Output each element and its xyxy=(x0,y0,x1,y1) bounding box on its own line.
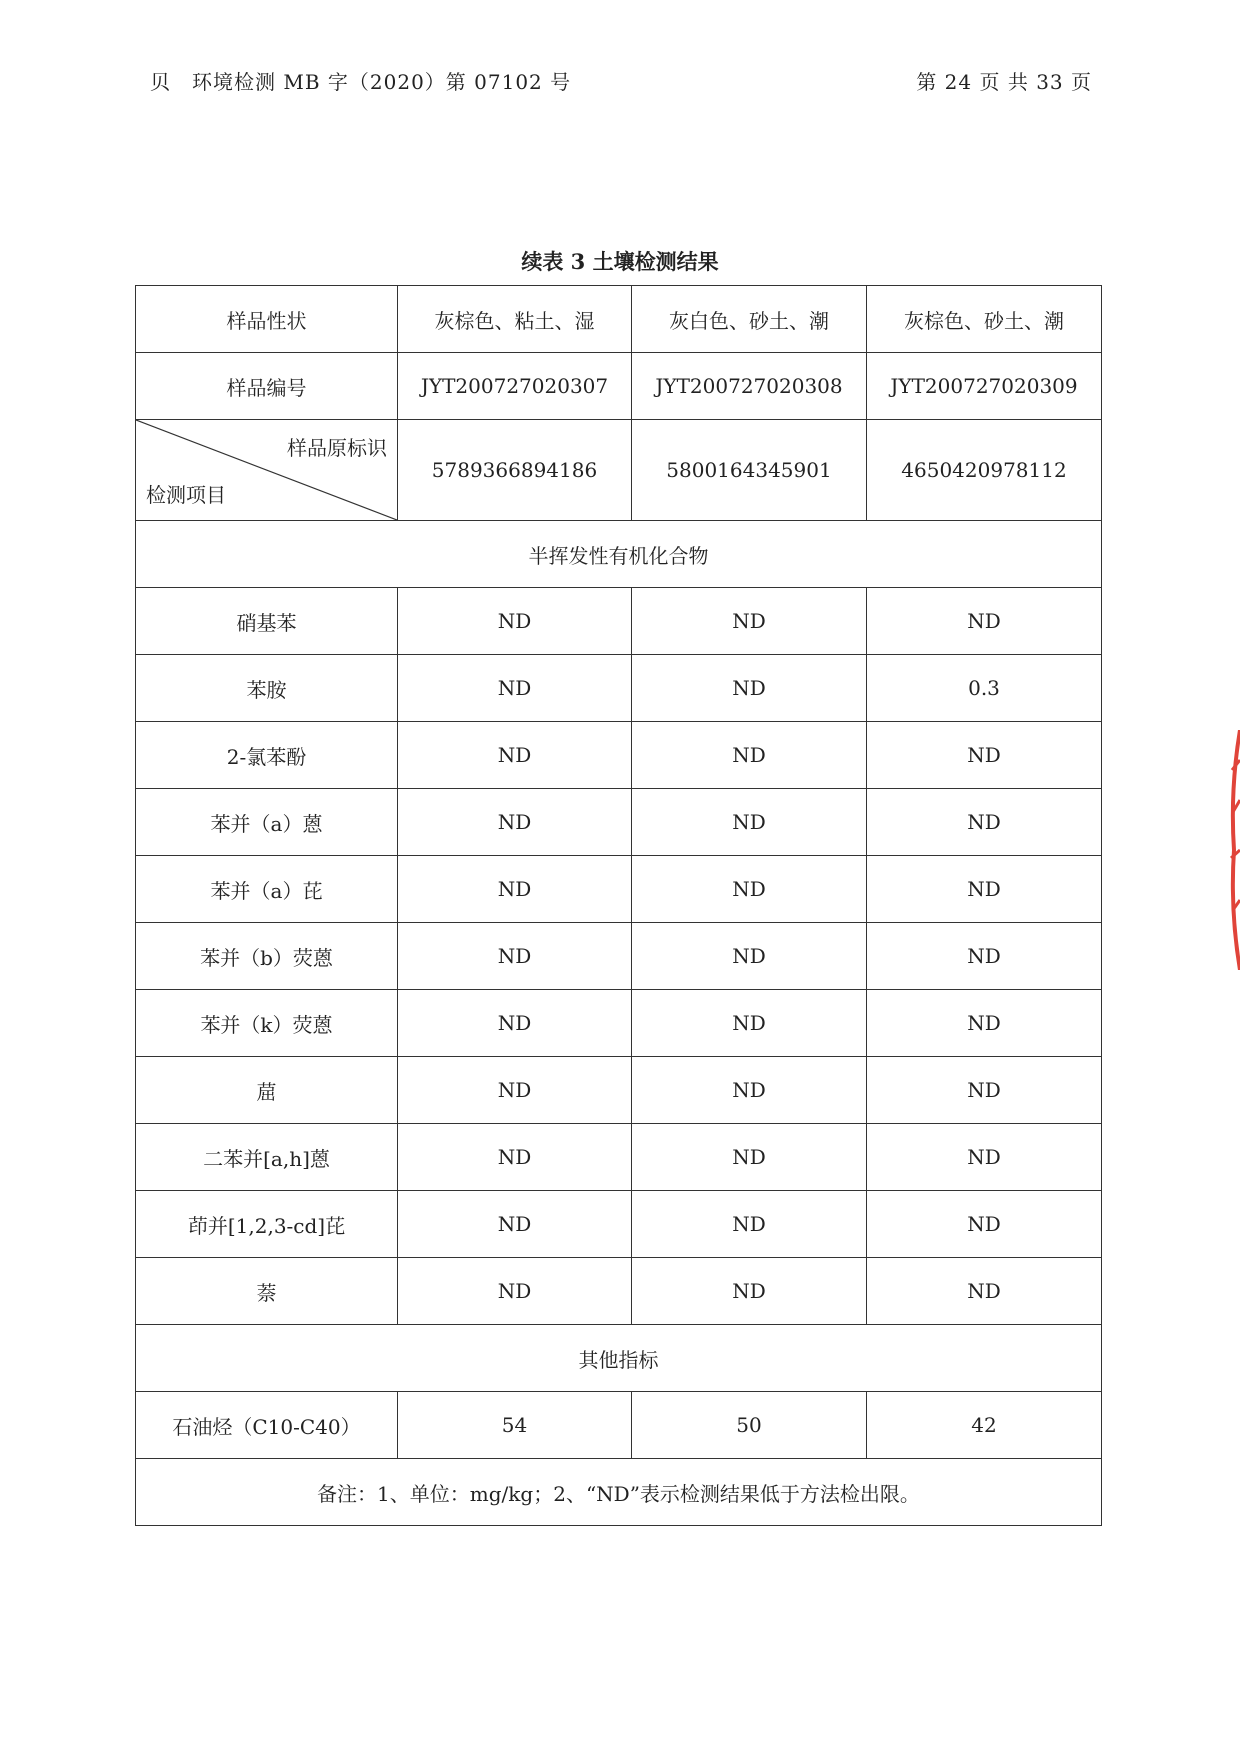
result-cell: ND xyxy=(632,1191,867,1258)
table-row xyxy=(136,588,1102,655)
result-cell: ND xyxy=(632,655,867,722)
result-cell: ND xyxy=(867,1258,1102,1325)
sample-id-cell: JYT200727020307 xyxy=(398,353,632,420)
sample-id-cell: JYT200727020309 xyxy=(867,353,1102,420)
original-id-row xyxy=(136,420,1102,521)
table-row xyxy=(136,1057,1102,1124)
result-cell: ND xyxy=(867,990,1102,1057)
sample-state-cell: 灰棕色、粘土、湿 xyxy=(398,286,632,353)
sample-state-label: 样品性状 xyxy=(136,286,398,353)
result-cell: ND xyxy=(632,990,867,1057)
test-item-name: 硝基苯 xyxy=(136,588,398,655)
table-caption: 续表 3 土壤检测结果 xyxy=(521,249,719,274)
table-row xyxy=(136,923,1102,990)
result-cell: ND xyxy=(867,789,1102,856)
note-row xyxy=(136,1459,1102,1526)
result-cell: ND xyxy=(867,1191,1102,1258)
table-row xyxy=(136,1258,1102,1325)
original-id-cell: 5800164345901 xyxy=(632,420,867,521)
result-cell: ND xyxy=(398,1057,632,1124)
test-item-name: 二苯并[a,h]蒽 xyxy=(136,1124,398,1191)
result-cell: ND xyxy=(632,789,867,856)
result-cell: 50 xyxy=(632,1392,867,1459)
test-item-label: 检测项目 xyxy=(146,483,226,507)
original-id-label: 样品原标识 xyxy=(287,436,387,460)
sample-state-cell: 灰棕色、砂土、潮 xyxy=(867,286,1102,353)
result-cell: ND xyxy=(632,588,867,655)
test-item-name: 苯并（a）芘 xyxy=(136,856,398,923)
result-cell: ND xyxy=(398,722,632,789)
sample-state-cell: 灰白色、砂土、潮 xyxy=(632,286,867,353)
result-cell: ND xyxy=(632,722,867,789)
section-title: 半挥发性有机化合物 xyxy=(136,521,1102,588)
result-cell: ND xyxy=(632,1057,867,1124)
red-seal-fragment xyxy=(1228,730,1240,970)
result-cell: ND xyxy=(867,1057,1102,1124)
result-cell: 54 xyxy=(398,1392,632,1459)
result-cell: ND xyxy=(867,923,1102,990)
table-row xyxy=(136,722,1102,789)
test-item-name: 苯并（a）蒽 xyxy=(136,789,398,856)
section-row xyxy=(136,1325,1102,1392)
result-cell: ND xyxy=(398,789,632,856)
result-cell: ND xyxy=(398,923,632,990)
test-item-name: 苯胺 xyxy=(136,655,398,722)
result-cell: ND xyxy=(632,923,867,990)
result-cell: ND xyxy=(632,1258,867,1325)
result-cell: ND xyxy=(398,990,632,1057)
result-cell: ND xyxy=(398,588,632,655)
soil-results-table xyxy=(135,285,1102,1526)
diagonal-header-cell xyxy=(136,420,398,521)
test-item-name: 苯并（k）荧蒽 xyxy=(136,990,398,1057)
result-cell: ND xyxy=(867,856,1102,923)
table-row xyxy=(136,856,1102,923)
test-item-name: 2-氯苯酚 xyxy=(136,722,398,789)
table-note: 备注：1、单位：mg/kg；2、“ND”表示检测结果低于方法检出限。 xyxy=(136,1459,1102,1526)
result-cell: ND xyxy=(398,1258,632,1325)
result-cell: 0.3 xyxy=(867,655,1102,722)
report-number: 贝 环境检测 MB 字（2020）第 07102 号 xyxy=(150,70,572,94)
result-cell: ND xyxy=(398,655,632,722)
test-item-name: 石油烃（C10-C40） xyxy=(136,1392,398,1459)
table-row xyxy=(136,1124,1102,1191)
sample-id-cell: JYT200727020308 xyxy=(632,353,867,420)
test-item-name: 茚并[1,2,3-cd]芘 xyxy=(136,1191,398,1258)
test-item-name: 䓛 xyxy=(136,1057,398,1124)
sample-id-row xyxy=(136,353,1102,420)
sample-id-label: 样品编号 xyxy=(136,353,398,420)
table-row xyxy=(136,655,1102,722)
sample-state-row xyxy=(136,286,1102,353)
result-cell: ND xyxy=(398,856,632,923)
result-cell: ND xyxy=(867,722,1102,789)
original-id-cell: 5789366894186 xyxy=(398,420,632,521)
result-cell: ND xyxy=(398,1191,632,1258)
test-item-name: 苯并（b）荧蒽 xyxy=(136,923,398,990)
table-row xyxy=(136,990,1102,1057)
section-row xyxy=(136,521,1102,588)
page-indicator: 第 24 页 共 33 页 xyxy=(916,70,1092,94)
section-title: 其他指标 xyxy=(136,1325,1102,1392)
result-cell: ND xyxy=(632,856,867,923)
table-row xyxy=(136,1191,1102,1258)
table-row xyxy=(136,1392,1102,1459)
result-cell: 42 xyxy=(867,1392,1102,1459)
result-cell: ND xyxy=(867,588,1102,655)
result-cell: ND xyxy=(632,1124,867,1191)
table-row xyxy=(136,789,1102,856)
result-cell: ND xyxy=(867,1124,1102,1191)
result-cell: ND xyxy=(398,1124,632,1191)
test-item-name: 萘 xyxy=(136,1258,398,1325)
original-id-cell: 4650420978112 xyxy=(867,420,1102,521)
